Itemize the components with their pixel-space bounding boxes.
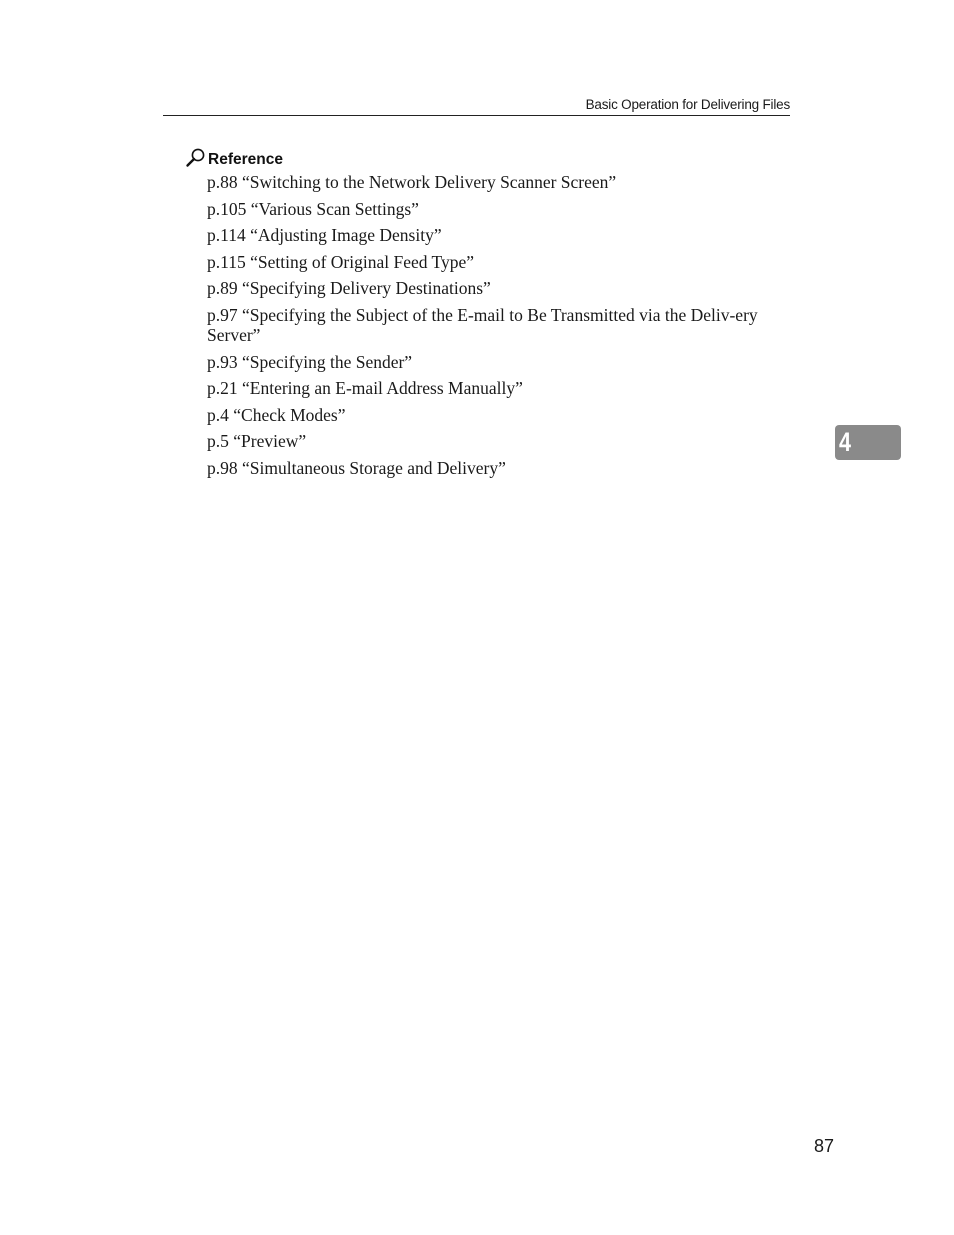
reference-list: [207, 172, 793, 485]
reference-item[interactable]: p.21 “Entering an E-mail Address Manually”: [207, 378, 523, 399]
running-header-title: Basic Operation for Delivering Files: [585, 97, 790, 112]
chapter-tab: [835, 425, 901, 460]
reference-label: Reference: [208, 151, 283, 168]
running-header: [163, 96, 790, 116]
reference-heading: [185, 147, 283, 169]
reference-item[interactable]: p.93 “Specifying the Sender”: [207, 351, 413, 372]
reference-item[interactable]: p.105 “Various Scan Settings”: [207, 198, 419, 219]
reference-item[interactable]: p.4 “Check Modes”: [207, 404, 346, 425]
reference-item[interactable]: p.89 “Specifying Delivery Destinations”: [207, 278, 491, 299]
reference-item[interactable]: p.5 “Preview”: [207, 431, 307, 452]
reference-item[interactable]: p.88 “Switching to the Network Delivery Scanner Screen”: [207, 172, 617, 192]
reference-item[interactable]: p.97 “Specifying the Subject of the E-mail to Be Transmitted via the Deliv-ery Server”: [207, 304, 758, 345]
magnifier-icon: [185, 147, 207, 169]
chapter-number: 4: [839, 427, 852, 457]
reference-item[interactable]: p.98 “Simultaneous Storage and Delivery”: [207, 457, 506, 478]
page-number: 87: [813, 1136, 834, 1156]
reference-item[interactable]: p.114 “Adjusting Image Density”: [207, 225, 442, 246]
reference-item[interactable]: p.115 “Setting of Original Feed Type”: [207, 251, 475, 272]
